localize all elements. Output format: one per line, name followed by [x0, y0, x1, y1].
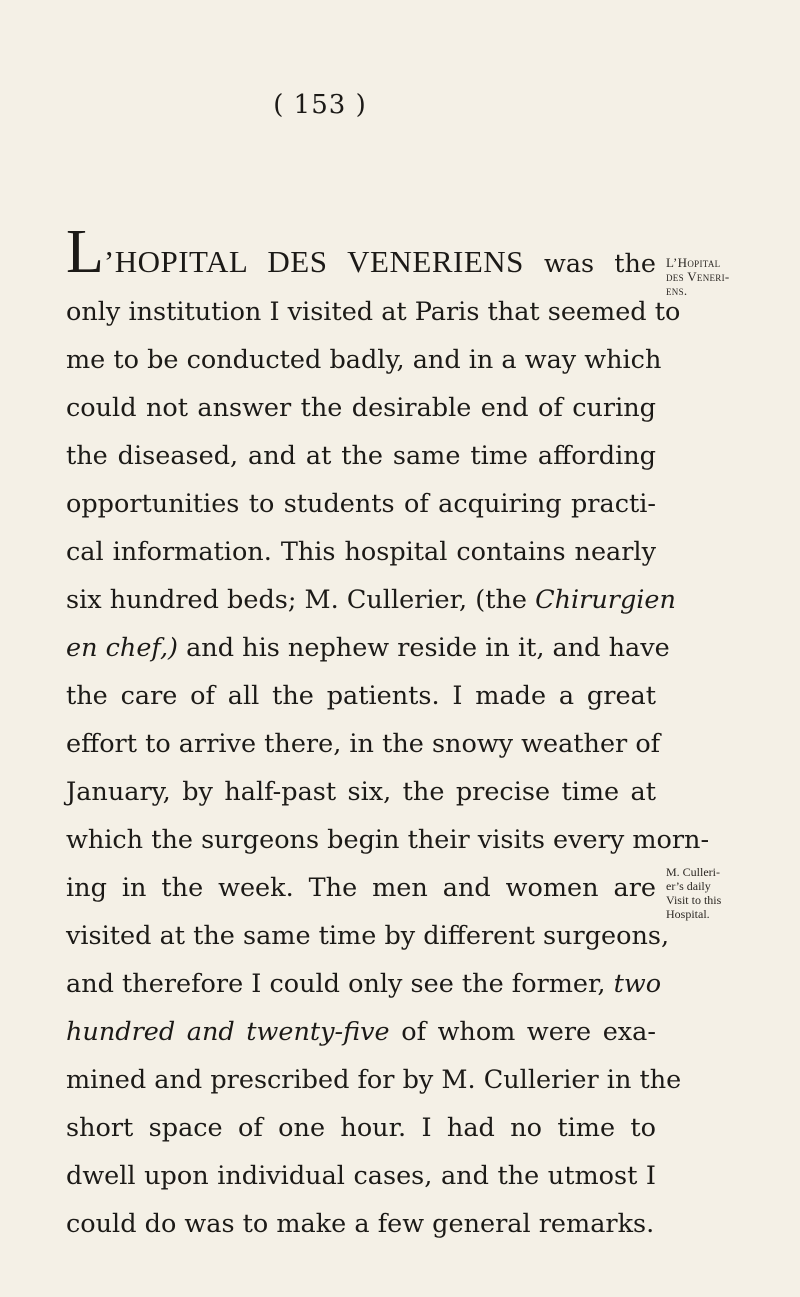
italic-term: hundred and twenty-five	[66, 1017, 390, 1047]
line-text: and his nephew reside in it, and have	[178, 633, 670, 663]
paragraph-line	[66, 576, 676, 624]
paragraph-line: the care of all the patients. I made a great	[66, 681, 656, 711]
italic-term: en chef,)	[66, 633, 178, 663]
paragraph-line: visited at the same time by different surgeons,	[66, 921, 670, 951]
paragraph-line: effort to arrive there, in the snowy weather of	[66, 729, 661, 759]
paragraph-line: short space of one hour. I had no time to	[66, 1113, 656, 1143]
paragraph-line: dwell upon individual cases, and the utmost I	[66, 1161, 656, 1191]
paragraph-line	[66, 218, 657, 288]
line-text: six hundred beds; M. Cullerier, (the	[66, 585, 536, 615]
margin-note-cullerier	[666, 865, 721, 921]
margin-note-line: L’Hopital	[666, 255, 721, 270]
paragraph-line: opportunities to students of acquiring practi-	[66, 489, 656, 519]
paragraph-line	[66, 1008, 656, 1056]
margin-note-line: des Veneri-	[666, 269, 730, 284]
paragraph-line: could do was to make a few general remarks.	[66, 1209, 655, 1239]
margin-note-line: Visit to this	[666, 893, 722, 907]
paragraph-line	[66, 960, 662, 1008]
paragraph-line: could not answer the desirable end of curing	[66, 393, 656, 423]
paragraph-line: only institution I visited at Paris that seemed to	[66, 297, 681, 327]
paragraph-line: cal information. This hospital contains nearly	[66, 537, 656, 567]
paragraph-line: me to be conducted badly, and in a way which	[66, 345, 662, 375]
paragraph-line: mined and prescribed for by M. Cullerier in the	[66, 1065, 682, 1095]
line-text: and therefore I could only see the former,	[66, 969, 614, 999]
drop-cap: L	[66, 218, 104, 286]
paragraph-line: the diseased, and at the same time affording	[66, 441, 656, 471]
margin-note-line: Hospital.	[666, 907, 710, 921]
page-number: ( 153 )	[273, 90, 367, 120]
paragraph-line: which the surgeons begin their visits every morn-	[66, 825, 710, 855]
line-text: of whom were exa-	[389, 1017, 656, 1047]
italic-term: Chirurgien	[535, 585, 676, 615]
paragraph-line	[66, 624, 670, 672]
margin-note-line: ens.	[666, 283, 688, 298]
line-text: was the	[544, 249, 657, 279]
margin-note-line: M. Culleri-	[666, 865, 720, 879]
paragraph-line: ing in the week. The men and women are	[66, 873, 656, 903]
margin-note-hopital	[666, 256, 730, 298]
margin-note-line: er’s daily	[666, 879, 711, 893]
paragraph-line: January, by half-past six, the precise time at	[66, 777, 656, 807]
heading-title: ’HOPITAL DES VENERIENS	[103, 244, 524, 279]
italic-term: two	[613, 969, 662, 999]
